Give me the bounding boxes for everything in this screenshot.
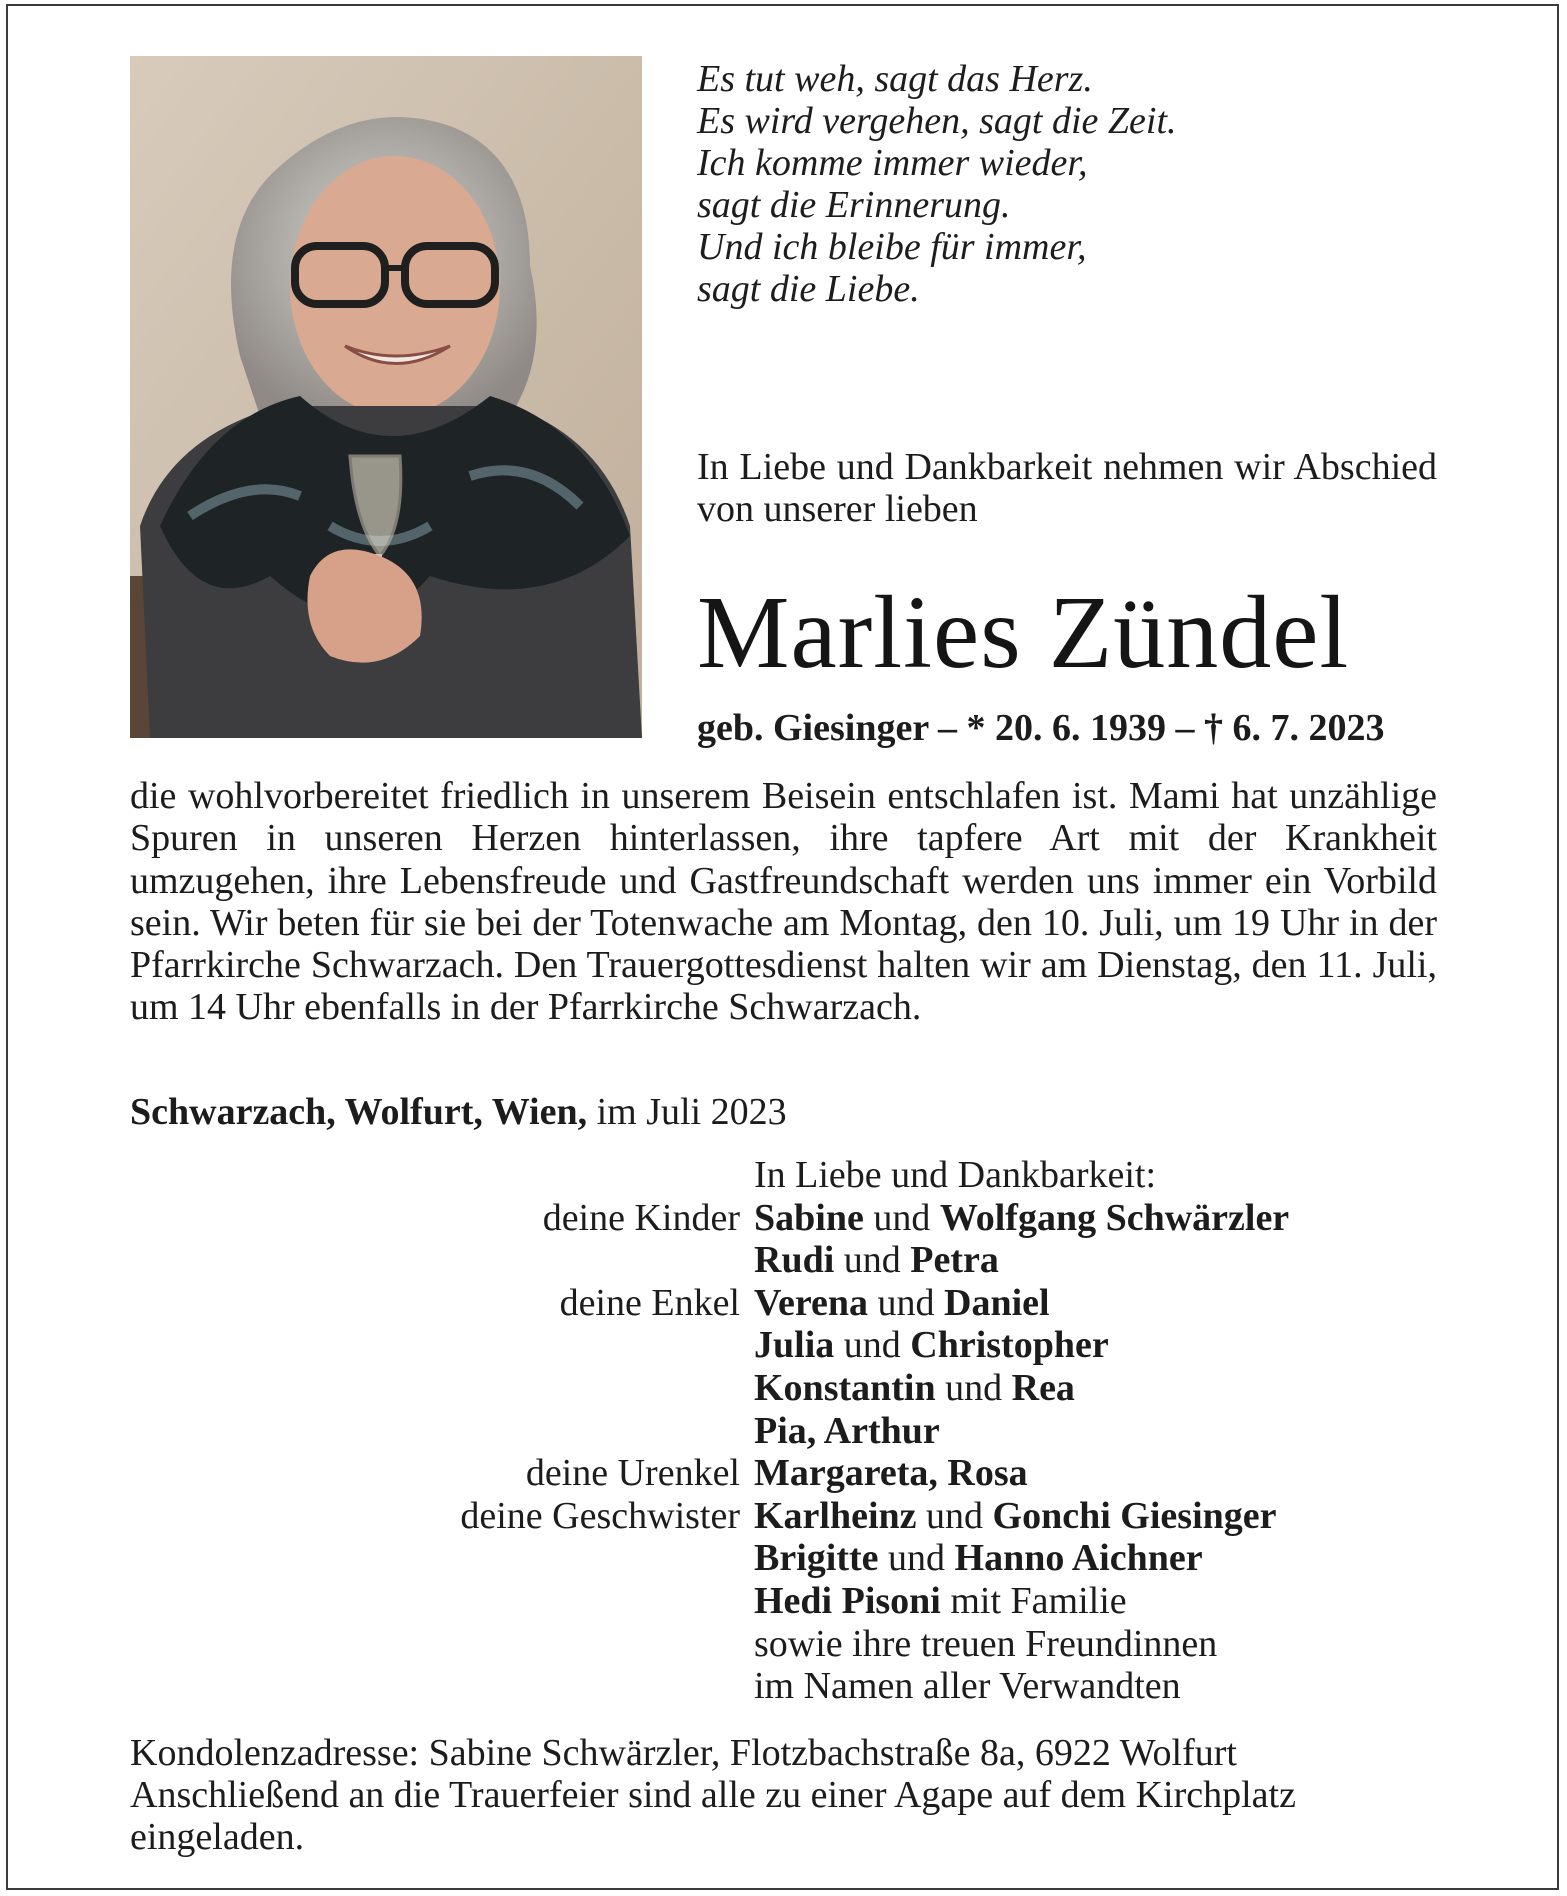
signatory-row: [0, 1452, 1567, 1494]
person-name: Hedi Pisoni: [754, 1580, 941, 1622]
deceased-name: Marlies Zündel: [697, 575, 1350, 690]
signatory-names: [754, 1324, 1109, 1366]
signatory-row: [0, 1537, 1567, 1579]
connector-text: mit Familie: [940, 1580, 1127, 1622]
person-name: Rudi: [754, 1239, 835, 1282]
person-name: Sabine: [754, 1196, 864, 1239]
signatory-names: [754, 1580, 1127, 1622]
connector-text: und: [863, 1196, 940, 1239]
relation-label: deine Geschwister: [460, 1494, 740, 1537]
person-name: Petra: [910, 1239, 999, 1282]
signatory-names: [754, 1282, 1050, 1324]
date-text: im Juli 2023: [587, 1091, 787, 1133]
person-name: Julia: [754, 1324, 835, 1367]
person-name: Daniel: [944, 1281, 1050, 1324]
signatory-row: [0, 1580, 1567, 1622]
intro-text: In Liebe und Dankbarkeit nehmen wir Abschied von unserer lieben: [697, 446, 1437, 530]
signatory-row: [0, 1623, 1567, 1665]
signatory-row: [0, 1197, 1567, 1239]
connector-text: und: [878, 1537, 955, 1580]
poem-line: sagt die Erinnerung.: [697, 184, 1011, 226]
place-date-line: [130, 1090, 787, 1134]
relation-label: deine Urenkel: [525, 1452, 740, 1495]
person-name: Christopher: [910, 1324, 1109, 1367]
person-name: Karlheinz: [754, 1494, 917, 1537]
signatory-row: [0, 1410, 1567, 1452]
connector-text: im Namen aller Verwandten: [754, 1665, 1181, 1708]
poem-line: sagt die Liebe.: [697, 268, 920, 310]
signatory-names: [754, 1665, 1181, 1707]
life-dates: geb. Giesinger – * 20. 6. 1939 – † 6. 7. 2023: [697, 707, 1385, 749]
signatory-names: [754, 1495, 1277, 1537]
connector-text: und: [868, 1281, 944, 1324]
signatory-names: [754, 1197, 1289, 1239]
person-name: Brigitte: [754, 1537, 879, 1580]
person-name: Margareta, Rosa: [754, 1452, 1028, 1495]
signatory-row: [0, 1495, 1567, 1537]
signatory-names: [754, 1623, 1217, 1665]
connector-text: und: [834, 1324, 911, 1367]
person-name: Hanno Aichner: [954, 1537, 1203, 1580]
signatory-row: [0, 1239, 1567, 1281]
connector-text: und: [916, 1494, 993, 1537]
relation-label: deine Kinder: [542, 1196, 740, 1239]
agape-invitation: Anschließend an die Trauerfeier sind alle zu einer Agape auf dem Kirchplatz eingeladen.: [130, 1774, 1296, 1858]
signatory-names: [754, 1239, 999, 1281]
portrait-photo: [130, 56, 642, 738]
person-name: Konstantin: [754, 1367, 936, 1409]
person-name: Verena: [754, 1281, 868, 1324]
connector-text: und: [935, 1367, 1012, 1409]
signatory-names: [754, 1367, 1075, 1409]
poem-line: Ich komme immer wieder,: [697, 142, 1088, 184]
connector-text: sowie ihre treuen Freundinnen: [754, 1622, 1218, 1665]
poem-line: Es tut weh, sagt das Herz.: [697, 58, 1093, 100]
person-name: Pia, Arthur: [754, 1409, 940, 1452]
person-name: Wolfgang Schwärzler: [939, 1196, 1290, 1239]
obituary-body: die wohlvorbereitet friedlich in unserem Beisein entschlafen ist. Mami hat unzählige Spuren in unseren Herzen hinterlassen, ihre tapfere Art mit der Krankheit umzugehen, ihre Lebensfreude und Gastfreundschaft werden uns immer ein Vorbild sein. Wir beten für sie bei der Totenwache am Montag, den 10. Juli, um 19 Uhr in der Pfarrkirche Schwarzach. Den Trauergottesdienst halten wir am Dienstag, den 11. Juli, um 14 Uhr ebenfalls in der Pfarrkirche Schwarzach.: [130, 775, 1437, 1029]
connector-text: und: [834, 1239, 911, 1282]
person-name: Rea: [1011, 1367, 1075, 1409]
poem-line: Es wird vergehen, sagt die Zeit.: [697, 100, 1177, 142]
signatory-names: [754, 1537, 1203, 1579]
signatories-heading: In Liebe und Dankbarkeit:: [754, 1154, 1157, 1196]
signatory-row: [0, 1324, 1567, 1366]
relation-label: deine Enkel: [559, 1281, 740, 1324]
places: Schwarzach, Wolfurt, Wien,: [130, 1091, 588, 1133]
condolence-address: Kondolenzadresse: Sabine Schwärzler, Flotzbachstraße 8a, 6922 Wolfurt: [130, 1732, 1237, 1774]
footer: [130, 1732, 1437, 1858]
signatory-row: [0, 1282, 1567, 1324]
signatory-names: [754, 1410, 940, 1452]
signatory-row: [0, 1367, 1567, 1409]
signatory-row: [0, 1665, 1567, 1707]
person-name: Gonchi Giesinger: [992, 1494, 1277, 1537]
poem: [697, 58, 1457, 310]
signatory-names: [754, 1452, 1028, 1494]
poem-line: Und ich bleibe für immer,: [697, 226, 1087, 268]
